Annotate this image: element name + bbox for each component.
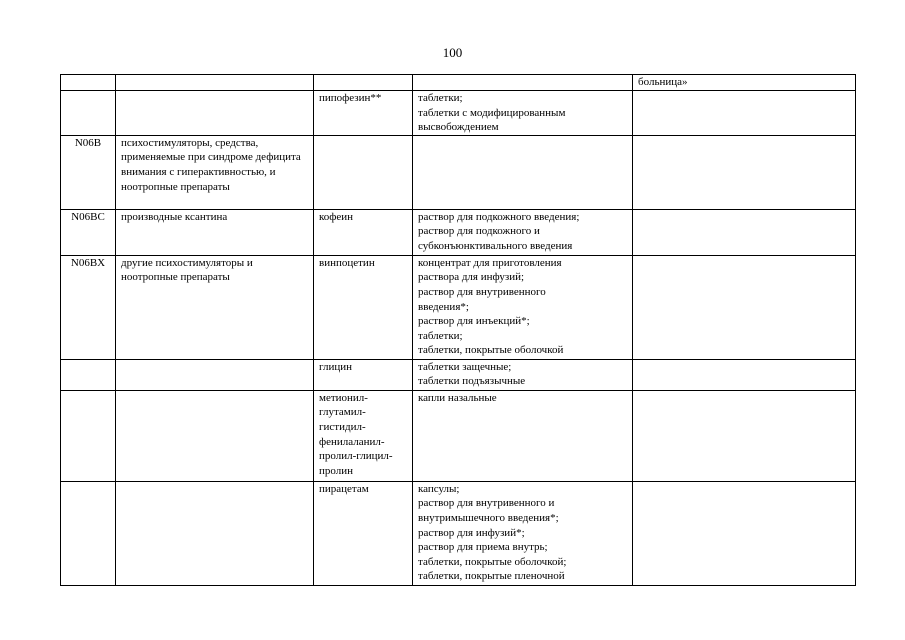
drug-cell: глицин <box>314 359 413 390</box>
note-cell <box>633 209 856 255</box>
atc-code-cell <box>61 359 116 390</box>
form-line: таблетки, покрытые оболочкой <box>418 344 564 357</box>
form-line: субконъюнктивального введения <box>418 239 573 252</box>
form-line: внутримышечного введения*; <box>418 511 559 524</box>
group-cell <box>116 390 314 481</box>
note-cell <box>633 390 856 481</box>
form-line: раствор для подкожного и <box>418 225 540 238</box>
form-line: таблетки с модифицированным <box>418 106 566 119</box>
drug-table <box>60 74 856 586</box>
form-line: капсулы; <box>418 482 460 495</box>
atc-code-cell: N06B <box>61 135 116 209</box>
form-line: таблетки; <box>418 92 463 104</box>
form-line: раствора для инфузий; <box>418 271 525 284</box>
form-line: таблетки; <box>418 329 463 342</box>
form-line: капли назальные <box>418 391 497 404</box>
group-cell <box>116 91 314 136</box>
atc-code-cell <box>61 481 116 585</box>
note-cell <box>633 255 856 359</box>
drug-cell: винпоцетин <box>314 255 413 359</box>
group-cell: психостимуляторы, средства, применяемые при синдроме дефицита внимания с гиперактивностью, и ноотропные препараты <box>116 135 314 209</box>
table-row <box>61 75 856 91</box>
forms-cell <box>413 255 633 359</box>
forms-cell <box>413 135 633 209</box>
atc-code-cell <box>61 390 116 481</box>
note-cell <box>633 359 856 390</box>
table-row <box>61 91 856 136</box>
group-cell <box>116 75 314 91</box>
form-line: раствор для инфузий*; <box>418 526 525 539</box>
group-cell: производные ксантина <box>116 209 314 255</box>
table-row <box>61 209 856 255</box>
atc-code-cell: N06BC <box>61 209 116 255</box>
form-line: таблетки защечные; <box>418 360 512 373</box>
form-line: таблетки подъязычные <box>418 375 526 388</box>
forms-cell <box>413 91 633 136</box>
table-row <box>61 255 856 359</box>
drug-cell <box>314 135 413 209</box>
drug-cell <box>314 75 413 91</box>
form-line: раствор для внутривенного и <box>418 497 555 510</box>
forms-cell <box>413 359 633 390</box>
page-number: 100 <box>442 45 463 60</box>
drug-cell: пирацетам <box>314 481 413 585</box>
note-cell <box>633 481 856 585</box>
form-line: раствор для приема внутрь; <box>418 541 548 554</box>
form-line: раствор для инъекций*; <box>418 315 530 328</box>
forms-cell <box>413 390 633 481</box>
form-line: таблетки, покрытые пленочной <box>418 570 565 583</box>
forms-cell <box>413 75 633 91</box>
form-line: раствор для внутривенного <box>418 285 546 298</box>
note-cell <box>633 135 856 209</box>
drug-cell: метионил-глутамил-гистидил-фенилаланил-пролил-глицил-пролин <box>314 390 413 481</box>
atc-code-cell <box>61 91 116 136</box>
note-cell <box>633 91 856 136</box>
group-cell <box>116 481 314 585</box>
table-row <box>61 359 856 390</box>
forms-cell <box>413 209 633 255</box>
drug-cell: кофеин <box>314 209 413 255</box>
forms-cell <box>413 481 633 585</box>
group-cell <box>116 359 314 390</box>
drug-cell: пипофезин** <box>314 91 413 136</box>
table-row <box>61 390 856 481</box>
atc-code-cell <box>61 75 116 91</box>
form-line: введения*; <box>418 300 469 313</box>
note-cell: больница» <box>633 75 856 91</box>
group-cell: другие психостимуляторы и ноотропные препараты <box>116 255 314 359</box>
form-line: раствор для подкожного введения; <box>418 210 580 223</box>
form-line: концентрат для приготовления <box>418 256 562 269</box>
table-row <box>61 481 856 585</box>
atc-code-cell: N06BX <box>61 255 116 359</box>
table-row <box>61 135 856 209</box>
form-line: таблетки, покрытые оболочкой; <box>418 555 567 568</box>
form-line: высвобождением <box>418 121 499 134</box>
